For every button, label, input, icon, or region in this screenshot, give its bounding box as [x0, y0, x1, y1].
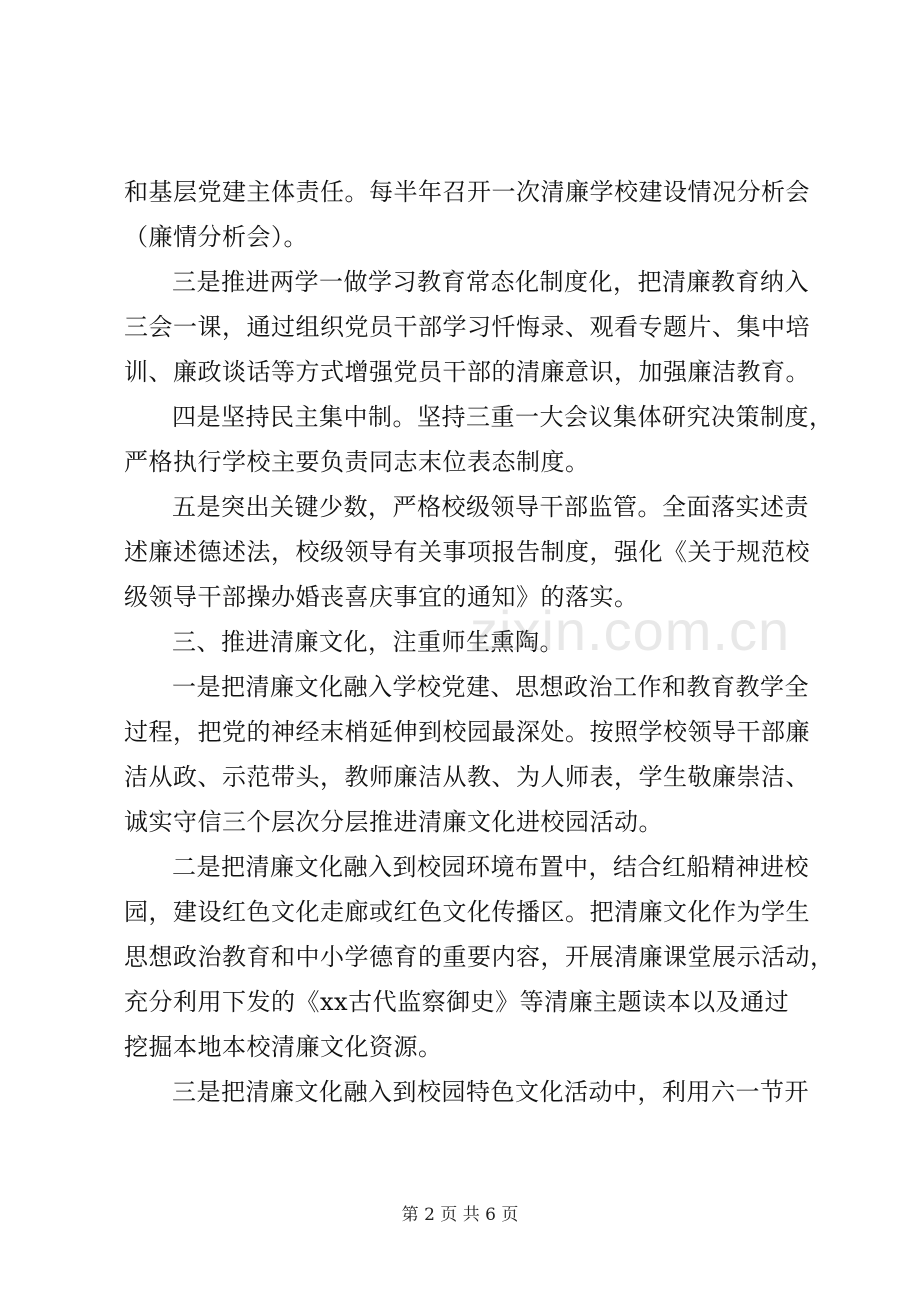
text-line: 三是推进两学一做学习教育常态化制度化，把清廉教育纳入: [172, 268, 809, 296]
text-line: 三会一课，通过组织党员干部学习忏悔录、观看专题片、集中培: [124, 313, 810, 341]
text-line: 级领导干部操办婚丧喜庆事宜的通知》的落实。: [124, 583, 639, 611]
text-line: （廉情分析会）。: [124, 223, 308, 251]
page-number-footer: 第 2 页 共 6 页: [401, 1205, 519, 1225]
text-line: 严格执行学校主要负责同志末位表态制度。: [124, 448, 590, 476]
text-line: 过程，把党的神经末梢延伸到校园最深处。按照学校领导干部廉: [124, 718, 810, 746]
text-line: 园，建设红色文化走廊或红色文化传播区。把清廉文化作为学生: [124, 898, 810, 926]
section-heading: 三、推进清廉文化，注重师生熏陶。: [172, 628, 564, 656]
text-line: 训、廉政谈话等方式增强党员干部的清廉意识，加强廉洁教育。: [124, 358, 810, 386]
text-line: 诚实守信三个层次分层推进清廉文化进校园活动。: [124, 808, 663, 836]
text-line: 五是突出关键少数，严格校级领导干部监管。全面落实述责: [172, 493, 809, 521]
text-line: 充分利用下发的《xx古代监察御史》等清廉主题读本以及通过: [124, 988, 790, 1016]
text-line: 二是把清廉文化融入到校园环境布置中，结合红船精神进校: [172, 853, 809, 881]
text-line: 一是把清廉文化融入学校党建、思想政治工作和教育教学全: [172, 673, 809, 701]
text-line: 洁从政、示范带头，教师廉洁从教、为人师表，学生敬廉崇洁、: [124, 763, 810, 791]
text-line: 思想政治教育和中小学德育的重要内容，开展清廉课堂展示活动，: [124, 943, 835, 971]
text-line: 挖掘本地本校清廉文化资源。: [124, 1033, 443, 1061]
text-line: 和基层党建主体责任。每半年召开一次清廉学校建设情况分析会: [124, 178, 810, 206]
watermark: zixin.com.cn: [470, 599, 791, 662]
text-line: 述廉述德述法，校级领导有关事项报告制度，强化《关于规范校: [124, 538, 810, 566]
text-line: 四是坚持民主集中制。坚持三重一大会议集体研究决策制度，: [172, 403, 834, 431]
text-line: 三是把清廉文化融入到校园特色文化活动中，利用六一节开: [172, 1078, 809, 1106]
